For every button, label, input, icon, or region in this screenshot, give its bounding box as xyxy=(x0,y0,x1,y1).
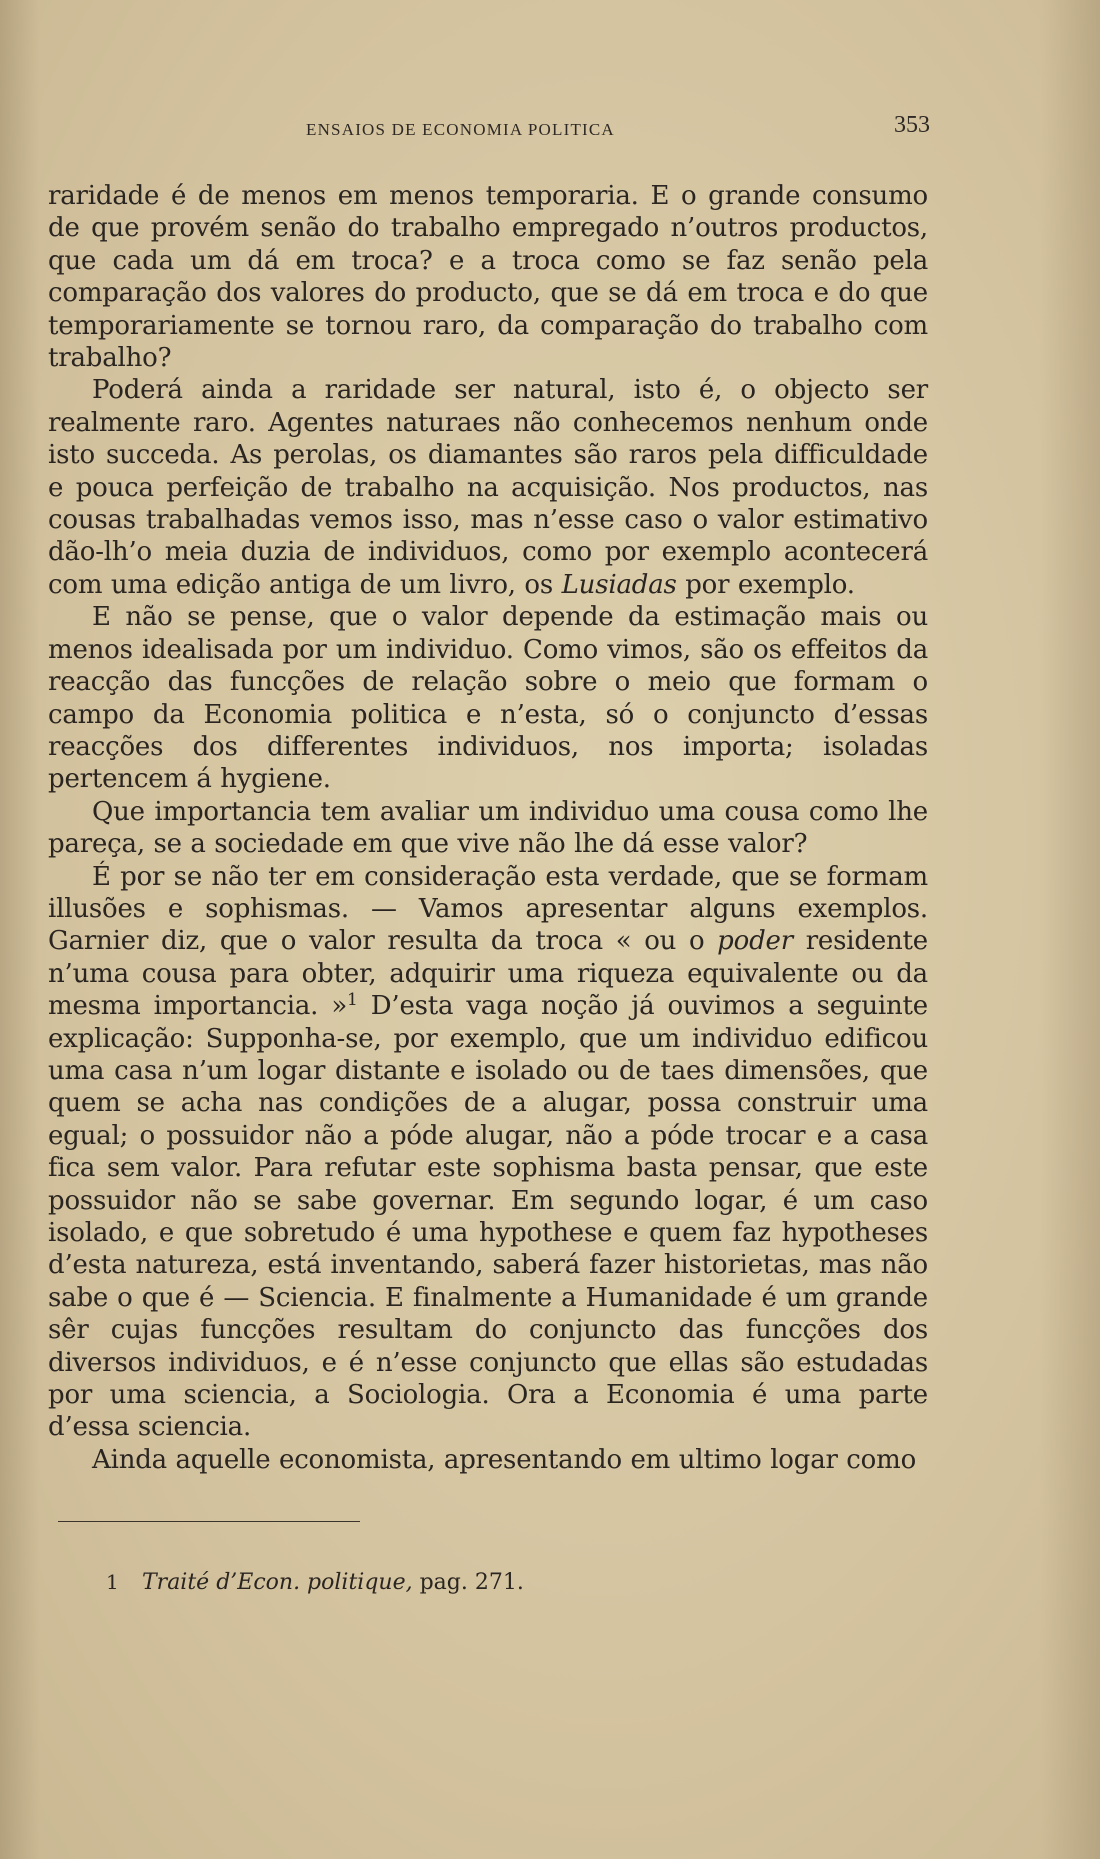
body-text xyxy=(48,180,928,1476)
italic-poder: poder xyxy=(717,926,793,957)
paragraph-5 xyxy=(48,861,928,1444)
paragraph-5-text-c: D’esta vaga noção já ouvimos a seguinte explicação: Supponha-se, por exemplo, que um individuo edificou uma casa n’um logar distante e isolado ou de taes dimensões, que quem se acha nas condições de a alugar, possa construir uma egual; o possuidor não a póde alugar, não a póde trocar e a casa fica sem valor. Para refutar este sophisma basta pensar, que este possuidor não se sabe governar. Em segundo logar, é um caso isolado, e que sobretudo é uma hypothese e quem faz hypotheses d’esta natureza, está inventando, saberá fazer historietas, mas não sabe o que é — Sciencia. E finalmente a Humanidade é um grande sêr cujas funcções resultam do conjuncto das funcções dos diversos individuos, e é n’esse conjuncto que ellas são estudadas por uma sciencia, a Sociologia. Ora a Economia é uma parte d’essa sciencia. xyxy=(48,991,928,1443)
book-title-lusiadas: Lusiadas xyxy=(561,569,677,600)
footnote-reference[interactable]: 1 xyxy=(347,990,358,1011)
footnote-source-title: Traité d’Econ. politique, xyxy=(142,1570,413,1595)
running-head xyxy=(48,112,928,142)
footnote-divider xyxy=(58,1521,360,1522)
paragraph-1: raridade é de menos em menos temporaria. E o grande consumo de que provém senão do trabalho empregado n’outros productos, que cada um dá em troca? e a troca como se faz senão pela comparação dos valores do producto, que se dá em troca e do que temporariamente se tornou raro, da comparação do trabalho com trabalho? xyxy=(48,181,928,374)
footnote-page-ref: pag. 271. xyxy=(412,1570,524,1595)
paragraph-2 xyxy=(48,374,928,601)
paragraph-3: E não se pense, que o valor depende da estimação mais ou menos idealisada por um individuo. Como vimos, são os effeitos da reacção das funcções de relação sobre o meio que formam o campo da Economia politica e n’esta, só o conjuncto d’essas reacções dos differentes individuos, nos importa; isoladas pertencem á hygiene. xyxy=(48,602,928,795)
paragraph-2-end: por exemplo. xyxy=(676,569,855,600)
footnote xyxy=(106,1570,524,1595)
paragraph-6: Ainda aquelle economista, apresentando em ultimo logar como xyxy=(92,1444,917,1475)
footnote-number: 1 xyxy=(106,1570,119,1594)
paragraph-5-text-b: residente n’uma cousa para obter, adquirir uma riqueza equivalente ou da mesma importancia. » xyxy=(48,926,928,1022)
paragraph-4: Que importancia tem avaliar um individuo uma cousa como lhe pareça, se a sociedade em que vive não lhe dá esse valor? xyxy=(48,796,928,860)
paragraph-5-text-a: É por se não ter em consideração esta verdade, que se formam illusões e sophismas. — Vamos apresentar alguns exemplos. Garnier diz, que o valor resulta da troca « ou o xyxy=(48,861,928,957)
paragraph-2-text: Poderá ainda a raridade ser natural, isto é, o objecto ser realmente raro. Agentes naturaes não conhecemos nenhum onde isto succeda. As perolas, os diamantes são raros pela difficuldade e pouca perfeição de trabalho na acquisição. Nos productos, nas cousas trabalhadas vemos isso, mas n’esse caso o valor estimativo dão-lh’o meia duzia de individuos, como por exemplo acontecerá com uma edição antiga de um livro, os xyxy=(48,375,928,600)
page-number: 353 xyxy=(894,112,930,138)
running-title: ENSAIOS DE ECONOMIA POLITICA xyxy=(306,120,615,139)
